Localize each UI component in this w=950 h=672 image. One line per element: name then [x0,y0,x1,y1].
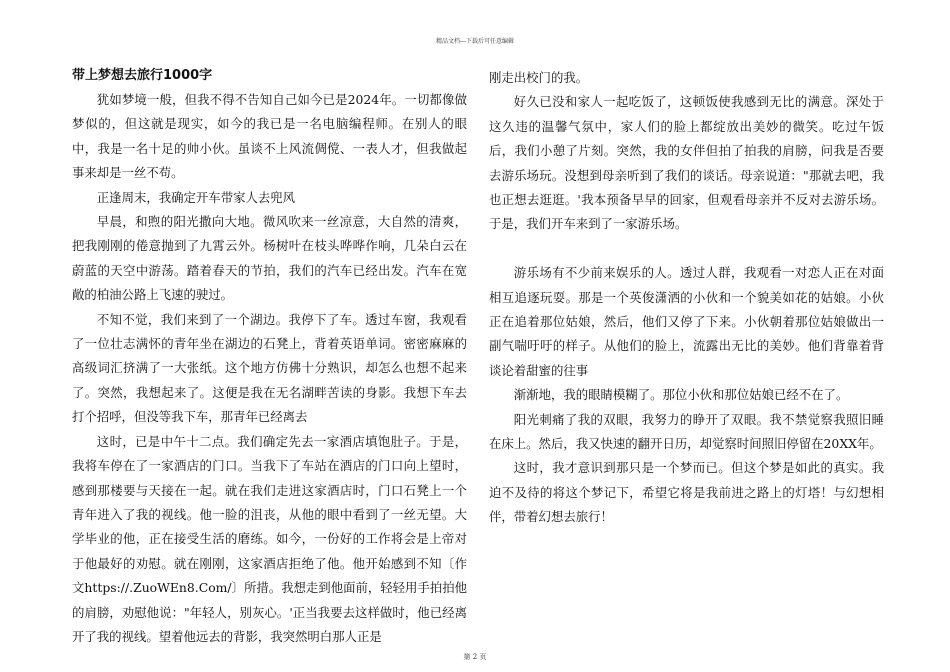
paragraph: 犹如梦境一般，但我不得不告知自己如今已是2024年。一切都像做梦似的，但这就是现实，如今的我已是一名电脑编程师。在别人的眼中，我是一名十足的帅小伙。虽谈不上风流倜傥、一表人才，但我做起事来却是一丝不苟。 [72,92,467,181]
page-number: 第 2 页 [463,653,487,661]
paragraph: 好久已没和家人一起吃饭了，这顿饭使我感到无比的满意。深处于这久违的温馨气氛中，家人们的脸上都绽放出美妙的微笑。吃过午饭后，我们小憩了片刻。突然，我的女伴但拍了拍我的肩膀，问我是否要去游乐场玩。没想到母亲听到了我们的谈话。母亲说道："那就去吧，我也正想去逛逛。'我本预备早早的回家，但观看母亲并不反对去游乐场。于是，我们开车来到了一家游乐场。 [489,94,884,232]
paragraph-gap [489,237,884,261]
paragraph: 这时，已是中午十二点。我们确定先去一家酒店填饱肚子。于是，我将车停在了一家酒店的门口。当我下了车站在酒店的门口向上望时，感到那楼要与天接在一起。就在我们走进这家酒店时，门口石凳上一个青年进入了我的视线。他一脸的沮丧，从他的眼中看到了一丝无望。大学毕业的他，正在接受生活的磨练。如今，一份好的工作将会是上帝对于他最好的劝慰。就在刚刚，这家酒店拒绝了他。他开始感到不知〔作文https://.ZuoWEn8.Com/〕所措。我想走到他面前，轻轻用手拍拍他的肩膀，劝慰他说："年轻人，别灰心。'正当我要去这样做时，他已经离开了我的视线。望着他远去的背影，我突然明白那人正是 [72,433,467,644]
paragraph: 正逢周末，我确定开车带家人去兜风 [96,189,296,205]
right-column [489,66,884,530]
left-column [72,66,467,649]
paragraph-continuation: 刚走出校门的我。 [489,70,589,85]
document-title: 带上梦想去旅行1000字 [72,68,213,83]
paragraph: 这时，我才意识到那只是一个梦而已。但这个梦是如此的真实。我迫不及待的将这个梦记下，希望它将是我前进之路上的灯塔！与幻想相伴，带着幻想去旅行！ [489,460,884,525]
page-header: 精品文档---下载后可任意编辑 [435,38,515,45]
paragraph: 游乐场有不少前来娱乐的人。透过人群，我观看一对恋人正在对面相互追逐玩耍。那是一个英俊潇洒的小伙和一个貌美如花的姑娘。小伙正在追着那位姑娘，然后，他们又停了下来。小伙朝着那位姑娘做出一副气喘吁吁的样子。从他们的脸上，流露出无比的美妙。他们背靠着背谈论着甜蜜的往事 [489,265,884,378]
paragraph: 渐渐地，我的眼睛模糊了。那位小伙和那位姑娘已经不在了。 [513,387,849,403]
paragraph: 不知不觉，我们来到了一个湖边。我停下了车。透过车窗，我观看了一位壮志满怀的青年坐在湖边的石凳上，背着英语单词。密密麻麻的高级词汇挤满了一大张纸。这个地方仿佛十分熟识，却怎么也想不起来了。突然，我想起来了。这便是我在无名湖畔苦读的身影。我想下车去打个招呼，但没等我下车，那青年已经离去 [72,311,467,425]
paragraph: 阳光刺痛了我的双眼，我努力的睁开了双眼。我不禁觉察我照旧睡在床上。然后，我又快速的翻开日历，却觉察时间照旧停留在20XX年。 [489,411,884,452]
paragraph: 早晨，和煦的阳光撒向大地。微风吹来一丝凉意，大自然的清爽，把我刚刚的倦意抛到了九霄云外。杨树叶在枝头哗哗作响，几朵白云在蔚蓝的天空中游荡。踏着春天的节拍，我们的汽车已经出发。汽车在宽敞的柏油公路上飞速的驶过。 [72,214,467,303]
